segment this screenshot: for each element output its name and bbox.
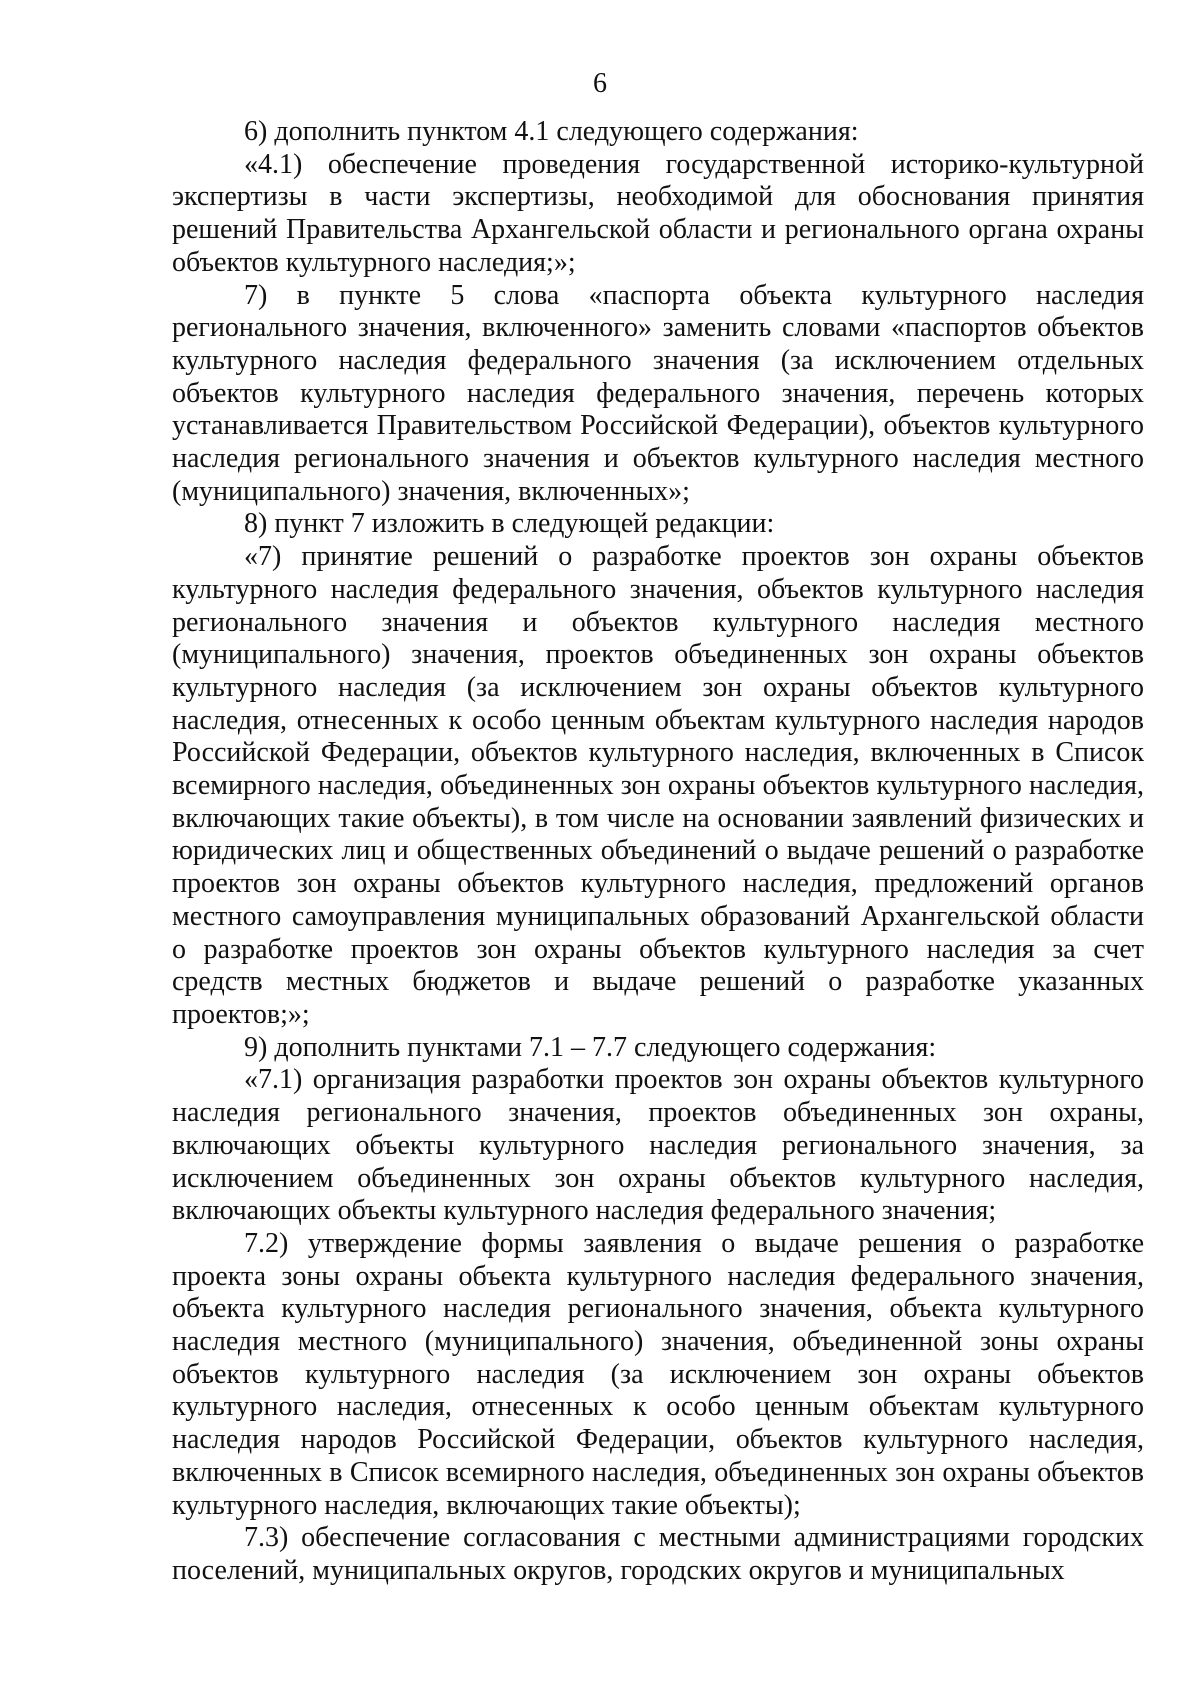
paragraph-item-4-1: «4.1) обеспечение проведения государственной историко-культурной экспертизы в части экспертизы, необходимой для обоснования принятия решений Правительства Архангельской области и регионального органа охраны объектов культурного наследия;»; (172, 148, 1144, 278)
paragraph-6-add-item-4-1: 6) дополнить пунктом 4.1 следующего содержания: (244, 116, 859, 147)
paragraph-item-7-3: 7.3) обеспечение согласования с местными администрациями городских поселений, муниципальных округов, городских округов и муниципальных (172, 1522, 1144, 1586)
paragraph-8-item-7-restate: 8) пункт 7 изложить в следующей редакции: (244, 508, 775, 540)
paragraph-9-add-items-7-1-7-7: 9) дополнить пунктами 7.1 – 7.7 следующего содержания: (244, 1031, 937, 1063)
document-body (172, 116, 1144, 1588)
page-number: 6 (593, 68, 607, 99)
paragraph-item-7: «7) принятие решений о разработке проектов зон охраны объектов культурного наследия федерального значения, объектов культурного наследия регионального значения и объектов культурного наследия местного (муниципального) значения, проектов объединенных зон охраны объектов культурного наследия (за исключением зон охраны объектов культурного наследия, отнесенных к особо ценным объектам культурного наследия народов Российской Федерации, объектов культурного наследия, включенных в Список всемирного наследия, объединенных зон охраны объектов культурного наследия, включающих такие объекты), в том числе на основании заявлений физических и юридических лиц и общественных объединений о выдаче решений о разработке проектов зон охраны объектов культурного наследия, предложений органов местного самоуправления муниципальных образований Архангельской области о разработке проектов зон охраны объектов культурного наследия за счет средств местных бюджетов и выдаче решений о разработке указанных проектов;»; (172, 541, 1144, 1030)
paragraph-7-item-5-amendment: 7) в пункте 5 слова «паспорта объекта культурного наследия регионального значения, включенного» заменить словами «паспортов объектов культурного наследия федерального значения (за исключением отдельных объектов культурного наследия федерального значения, перечень которых устанавливается Правительством Российской Федерации), объектов культурного наследия регионального значения и объектов культурного наследия местного (муниципального) значения, включенных»; (172, 279, 1144, 507)
paragraph-item-7-1: «7.1) организация разработки проектов зон охраны объектов культурного наследия регионального значения, проектов объединенных зон охраны, включающих объекты культурного наследия регионального значения, за исключением объединенных зон охраны объектов культурного наследия, включающих объекты культурного наследия федерального значения; (172, 1064, 1144, 1227)
paragraph-item-7-2: 7.2) утверждение формы заявления о выдаче решения о разработке проекта зоны охраны объекта культурного наследия федерального значения, объекта культурного наследия регионального значения, объекта культурного наследия местного (муниципального) значения, объединенной зоны охраны объектов культурного наследия (за исключением зон охраны объектов культурного наследия, отнесенных к особо ценным объектам культурного наследия народов Российской Федерации, объектов культурного наследия, включенных в Список всемирного наследия, объединенных зон охраны объектов культурного наследия, включающих такие объекты); (172, 1227, 1144, 1521)
